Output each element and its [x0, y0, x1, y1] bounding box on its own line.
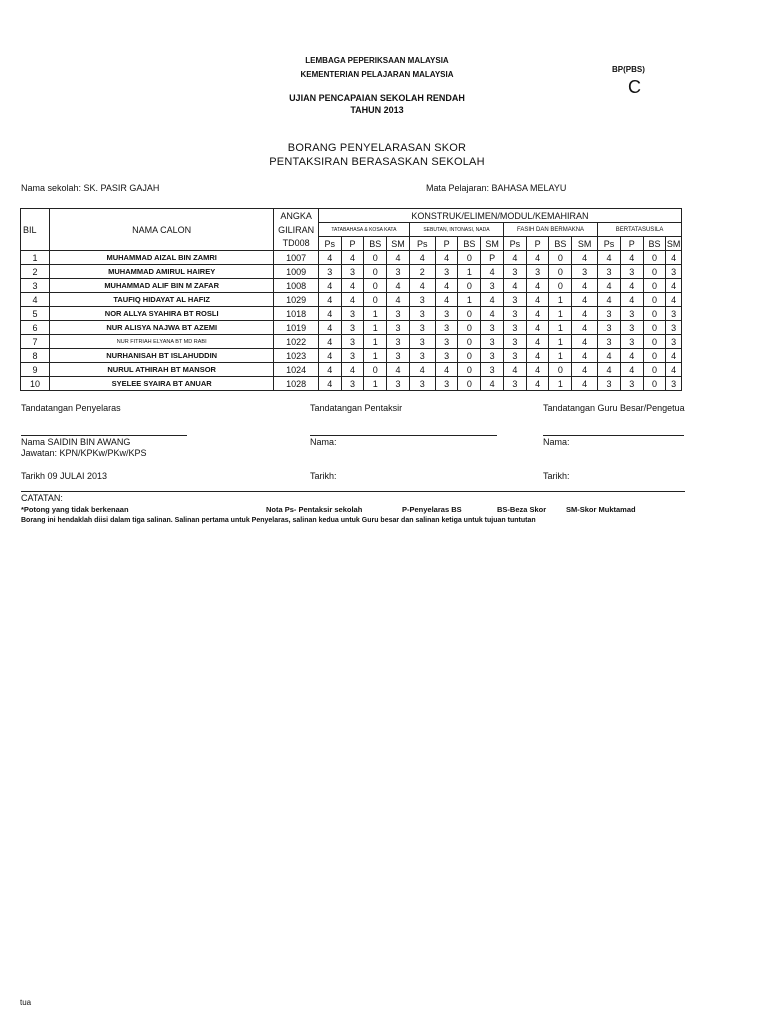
form-code-letter: C — [628, 77, 641, 97]
row-name: MUHAMMAD AIZAL BIN ZAMRI — [49, 251, 273, 265]
sub-col-header: Ps — [598, 237, 621, 251]
sub-col-header: SM — [666, 238, 681, 249]
row-score: 4 — [387, 279, 410, 293]
row-bil: 6 — [21, 321, 50, 335]
row-score: 4 — [620, 349, 643, 363]
row-score: 0 — [643, 377, 666, 391]
row-bil: 2 — [21, 265, 50, 279]
row-score: 3 — [409, 335, 435, 349]
row-bil: 1 — [21, 251, 50, 265]
row-name: MUHAMMAD ALIF BIN M ZAFAR — [49, 279, 273, 293]
school-name: Nama sekolah: SK. PASIR GAJAH — [21, 183, 160, 193]
sub-col-header: Ps — [503, 237, 526, 251]
row-score: 4 — [435, 293, 458, 307]
row-score: 4 — [598, 363, 621, 377]
row-score: 0 — [458, 363, 481, 377]
row-score: 4 — [620, 363, 643, 377]
row-score: 0 — [458, 335, 481, 349]
row-score: 4 — [387, 293, 410, 307]
row-score: 0 — [458, 321, 481, 335]
subject-name: Mata Pelajaran: BAHASA MELAYU — [426, 183, 567, 193]
table-row — [21, 335, 682, 349]
row-angka-giliran: 1019 — [274, 321, 318, 335]
row-angka-giliran: 1029 — [274, 293, 318, 307]
row-score: 4 — [572, 349, 598, 363]
row-score: 4 — [409, 251, 435, 265]
row-bil: 4 — [21, 293, 50, 307]
row-score: 4 — [620, 279, 643, 293]
row-score: 1 — [549, 293, 572, 307]
row-name: NOR ALLYA SYAHIRA BT ROSLI — [49, 307, 273, 321]
construct-header: KONSTRUK/ELIMEN/MODUL/KEMAHIRAN — [318, 209, 681, 223]
penyelaras-jawatan: Jawatan: KPN/KPKw/PKw/KPS — [21, 448, 147, 458]
row-score: 3 — [341, 321, 364, 335]
row-score: 4 — [318, 349, 341, 363]
sig-pentaksir-label: Tandatangan Pentaksir — [310, 403, 403, 413]
row-score: 4 — [526, 321, 549, 335]
row-score: 3 — [526, 265, 549, 279]
col-bil-header: BIL — [21, 209, 50, 251]
row-score: 3 — [387, 377, 410, 391]
row-score: 3 — [503, 321, 526, 335]
row-score: 4 — [318, 293, 341, 307]
row-score: 3 — [435, 377, 458, 391]
row-score: 0 — [549, 279, 572, 293]
row-score: 3 — [620, 321, 643, 335]
row-score: 1 — [364, 307, 387, 321]
row-angka-giliran: 1022 — [274, 335, 318, 349]
row-score: 4 — [341, 279, 364, 293]
row-score: 3 — [481, 363, 504, 377]
row-score: P — [481, 251, 504, 265]
row-score: 4 — [526, 293, 549, 307]
row-score: 0 — [458, 377, 481, 391]
row-score: 0 — [643, 349, 666, 363]
row-score: 3 — [435, 265, 458, 279]
row-score: 3 — [435, 321, 458, 335]
row-angka-giliran: 1024 — [274, 363, 318, 377]
sub-col-header: SM — [572, 237, 598, 251]
row-score: 0 — [458, 251, 481, 265]
row-score: 3 — [503, 335, 526, 349]
row-score: 4 — [318, 321, 341, 335]
table-row — [21, 265, 682, 279]
guru-nama: Nama: — [543, 437, 570, 447]
row-score: 0 — [364, 265, 387, 279]
row-score: 3 — [409, 307, 435, 321]
row-score: 4 — [435, 251, 458, 265]
row-score: 1 — [458, 293, 481, 307]
row-score: 3 — [409, 321, 435, 335]
row-score: 4 — [572, 377, 598, 391]
row-score: 4 — [503, 279, 526, 293]
row-score: 4 — [526, 251, 549, 265]
row-score: 0 — [643, 265, 666, 279]
exam-year: TAHUN 2013 — [350, 105, 404, 115]
table-row — [21, 307, 682, 321]
row-score: 4 — [318, 307, 341, 321]
row-score: 3 — [341, 265, 364, 279]
row-score: 4 — [598, 279, 621, 293]
row-score: 0 — [458, 307, 481, 321]
row-score: 4 — [526, 279, 549, 293]
sub-col-header: BS — [364, 237, 387, 251]
sub-col-header: P — [435, 237, 458, 251]
row-score: 3 — [503, 265, 526, 279]
sub-col-header: BS — [458, 237, 481, 251]
row-score: 4 — [341, 251, 364, 265]
row-score: 0 — [643, 307, 666, 321]
col-name-header: NAMA CALON — [49, 209, 273, 251]
row-name: NURHANISAH BT ISLAHUDDIN — [49, 349, 273, 363]
row-score: 4 — [526, 377, 549, 391]
row-score: 4 — [526, 349, 549, 363]
row-score: 3 — [620, 265, 643, 279]
row-name: NURUL ATHIRAH BT MANSOR — [49, 363, 273, 377]
group-header-1: TATABAHASA & KOSA KATA — [318, 223, 409, 237]
penyelaras-tarikh: Tarikh 09 JULAI 2013 — [21, 471, 108, 481]
row-angka-giliran: 1007 — [274, 251, 318, 265]
form-title-1: BORANG PENYELARASAN SKOR — [287, 142, 467, 154]
row-score: 4 — [572, 307, 598, 321]
row-score: 3 — [387, 307, 410, 321]
row-score: 3 — [598, 335, 621, 349]
row-score: 4 — [666, 349, 682, 363]
row-score: 4 — [318, 363, 341, 377]
row-score: 4 — [387, 363, 410, 377]
row-score: 1 — [458, 265, 481, 279]
row-score: 4 — [666, 279, 682, 293]
row-score: 4 — [666, 251, 682, 265]
row-score: 4 — [666, 293, 682, 307]
row-score: 3 — [503, 349, 526, 363]
row-score: 3 — [598, 377, 621, 391]
sub-col-header: BS — [549, 237, 572, 251]
guru-tarikh: Tarikh: — [543, 471, 570, 481]
table-row — [21, 377, 682, 391]
row-score: 3 — [435, 307, 458, 321]
row-score: 3 — [503, 307, 526, 321]
row-angka-giliran: 1023 — [274, 349, 318, 363]
form-code: BP(PBS) — [612, 65, 645, 74]
row-score: 3 — [598, 321, 621, 335]
row-score: 4 — [503, 363, 526, 377]
col-angka-header-3: TD008 — [274, 237, 318, 251]
row-score: 3 — [341, 349, 364, 363]
row-score: 3 — [341, 335, 364, 349]
row-score: 3 — [481, 279, 504, 293]
row-score: 3 — [666, 377, 682, 391]
col-angka-header-2: GILIRAN — [274, 223, 318, 237]
row-score: 3 — [409, 349, 435, 363]
row-score: 4 — [318, 251, 341, 265]
row-score: 3 — [435, 349, 458, 363]
note-bs: BS-Beza Skor — [497, 505, 547, 514]
note-potong: *Potong yang tidak berkenaan — [21, 505, 129, 514]
row-score: 4 — [435, 363, 458, 377]
row-score: 4 — [572, 279, 598, 293]
row-score: 1 — [549, 307, 572, 321]
row-score: 0 — [549, 251, 572, 265]
sig-line-guru — [543, 435, 684, 436]
row-score: 2 — [409, 265, 435, 279]
row-score: 1 — [549, 349, 572, 363]
row-score: 4 — [318, 377, 341, 391]
row-score: 4 — [526, 307, 549, 321]
row-bil: 3 — [21, 279, 50, 293]
row-score: 1 — [549, 321, 572, 335]
pentaksir-nama: Nama: — [310, 437, 337, 447]
row-score: 0 — [458, 279, 481, 293]
row-score: 3 — [666, 265, 682, 279]
row-angka-giliran: 1018 — [274, 307, 318, 321]
row-score: 0 — [643, 251, 666, 265]
row-score: 0 — [364, 279, 387, 293]
row-score: 4 — [503, 251, 526, 265]
row-score: 4 — [481, 265, 504, 279]
row-score: 4 — [481, 307, 504, 321]
row-score: 3 — [620, 307, 643, 321]
sub-col-header: SM — [481, 237, 504, 251]
row-score: 3 — [387, 321, 410, 335]
note-ps: Nota Ps- Pentaksir sekolah — [266, 505, 363, 514]
row-score: 4 — [481, 293, 504, 307]
sub-col-header: P — [526, 237, 549, 251]
score-table — [20, 208, 682, 391]
row-score: 1 — [364, 349, 387, 363]
row-score: 3 — [481, 335, 504, 349]
row-score: 0 — [458, 349, 481, 363]
note-p: P-Penyelaras BS — [402, 505, 462, 514]
org-line-2: KEMENTERIAN PELAJARAN MALAYSIA — [300, 70, 454, 79]
pentaksir-tarikh: Tarikh: — [310, 471, 337, 481]
row-score: 3 — [503, 377, 526, 391]
row-score: 1 — [364, 321, 387, 335]
row-score: 3 — [666, 321, 682, 335]
row-score: 3 — [387, 335, 410, 349]
sub-col-header: P — [620, 237, 643, 251]
row-score: 4 — [572, 321, 598, 335]
row-score: 4 — [620, 251, 643, 265]
sub-col-header: Ps — [318, 237, 341, 251]
row-score: 4 — [572, 251, 598, 265]
row-score: 3 — [666, 307, 682, 321]
group-header-3: FASIH DAN BERMAKNA — [503, 223, 597, 237]
row-bil: 10 — [21, 377, 50, 391]
row-score: 3 — [409, 377, 435, 391]
form-title-2: PENTAKSIRAN BERASASKAN SEKOLAH — [269, 156, 485, 168]
row-angka-giliran: 1009 — [274, 265, 318, 279]
row-score: 3 — [481, 349, 504, 363]
row-score: 3 — [435, 335, 458, 349]
table-row — [21, 293, 682, 307]
notes-divider — [21, 491, 685, 492]
row-score: 4 — [409, 279, 435, 293]
row-score: 3 — [341, 307, 364, 321]
table-row — [21, 363, 682, 377]
row-score: 0 — [364, 251, 387, 265]
sig-penyelaras-label: Tandatangan Penyelaras — [21, 403, 121, 413]
row-score: 4 — [526, 363, 549, 377]
row-score: 3 — [598, 307, 621, 321]
row-score: 3 — [481, 321, 504, 335]
row-score: 0 — [643, 293, 666, 307]
sub-col-header: Ps — [409, 237, 435, 251]
row-name: MUHAMMAD AMIRUL HAIREY — [49, 265, 273, 279]
row-score: 0 — [643, 335, 666, 349]
table-row — [21, 251, 682, 265]
row-score: 3 — [666, 335, 682, 349]
row-angka-giliran: 1008 — [274, 279, 318, 293]
row-score: 1 — [364, 335, 387, 349]
row-bil: 8 — [21, 349, 50, 363]
exam-name: UJIAN PENCAPAIAN SEKOLAH RENDAH — [289, 93, 465, 103]
row-score: 4 — [387, 251, 410, 265]
row-score: 3 — [341, 377, 364, 391]
row-score: 3 — [572, 265, 598, 279]
row-score: 4 — [318, 279, 341, 293]
group-header-4: BERTATASUSILA — [598, 223, 682, 237]
row-score: 4 — [318, 335, 341, 349]
row-score: 0 — [364, 363, 387, 377]
table-row — [21, 349, 682, 363]
row-score: 3 — [620, 377, 643, 391]
page-fragment-text: tua — [20, 998, 32, 1007]
row-score: 4 — [572, 363, 598, 377]
table-row — [21, 279, 682, 293]
row-name: NUR FITRIAH ELYANA BT MD RABI — [49, 335, 273, 349]
penyelaras-nama: Nama SAIDIN BIN AWANG — [21, 437, 131, 447]
row-score: 4 — [409, 363, 435, 377]
row-score: 3 — [318, 265, 341, 279]
row-score: 1 — [549, 377, 572, 391]
row-score: 0 — [643, 363, 666, 377]
col-angka-header-1: ANGKA — [274, 209, 318, 223]
row-score: 4 — [526, 335, 549, 349]
row-score: 4 — [572, 335, 598, 349]
row-name: TAUFIQ HIDAYAT AL HAFIZ — [49, 293, 273, 307]
row-angka-giliran: 1028 — [274, 377, 318, 391]
sig-guru-label: Tandatangan Guru Besar/Pengetua — [543, 403, 685, 413]
row-score: 4 — [598, 349, 621, 363]
row-score: 4 — [598, 251, 621, 265]
table-row — [21, 321, 682, 335]
row-score: 0 — [364, 293, 387, 307]
row-score: 0 — [643, 321, 666, 335]
sig-line-penyelaras — [21, 435, 187, 436]
row-score: 0 — [643, 279, 666, 293]
group-header-2: SEBUTAN, INTONASI, NADA — [409, 223, 503, 237]
row-score: 4 — [341, 363, 364, 377]
row-score: 4 — [666, 363, 682, 377]
row-score: 4 — [572, 293, 598, 307]
row-score: 3 — [387, 349, 410, 363]
row-score: 3 — [620, 335, 643, 349]
note-borang: Borang ini hendaklah diisi dalam tiga salinan. Salinan pertama untuk Penyelaras, salinan kedua untuk Guru besar dan salinan ketiga untuk tujuan tuntutan — [21, 517, 536, 524]
catatan-label: CATATAN: — [21, 493, 63, 503]
sig-line-pentaksir — [310, 435, 497, 436]
row-score: 4 — [481, 377, 504, 391]
row-score: 4 — [435, 279, 458, 293]
org-line-1: LEMBAGA PEPERIKSAAN MALAYSIA — [305, 56, 449, 65]
row-score: 0 — [549, 363, 572, 377]
row-score: 3 — [387, 265, 410, 279]
row-bil: 5 — [21, 307, 50, 321]
row-score: 4 — [620, 293, 643, 307]
row-score: 4 — [341, 293, 364, 307]
note-sm: SM-Skor Muktamad — [566, 505, 636, 514]
sub-col-header: SM — [387, 237, 410, 251]
row-score: 1 — [549, 335, 572, 349]
sub-col-header: BS — [643, 237, 666, 251]
row-score: 3 — [503, 293, 526, 307]
row-bil: 9 — [21, 363, 50, 377]
row-score: 3 — [598, 265, 621, 279]
row-name: NUR ALISYA NAJWA BT AZEMI — [49, 321, 273, 335]
row-name: SYELEE SYAIRA BT ANUAR — [49, 377, 273, 391]
row-bil: 7 — [21, 335, 50, 349]
sub-col-header: P — [341, 237, 364, 251]
row-score: 4 — [598, 293, 621, 307]
row-score: 0 — [549, 265, 572, 279]
row-score: 1 — [364, 377, 387, 391]
row-score: 3 — [409, 293, 435, 307]
